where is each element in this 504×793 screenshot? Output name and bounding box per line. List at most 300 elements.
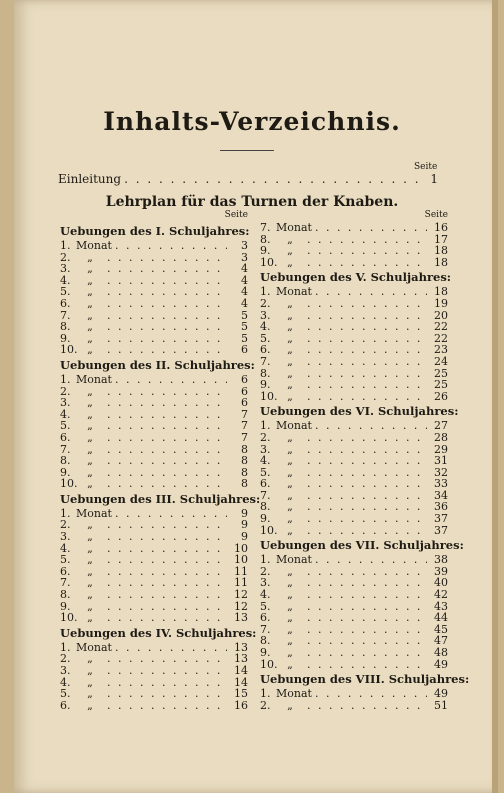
- entry-number: 4.: [260, 588, 271, 602]
- entry-page: 44: [434, 611, 448, 625]
- toc-entry: [60, 374, 248, 386]
- leader-dots: [307, 234, 427, 246]
- entry-number: 6.: [60, 698, 71, 712]
- entry-month: „: [87, 477, 93, 491]
- entry-page: 14: [234, 675, 248, 689]
- toc-entry: [260, 432, 448, 444]
- entry-number: 5.: [60, 687, 71, 701]
- leader-dots: [107, 589, 227, 601]
- entry-month: „: [287, 454, 293, 468]
- leader-dots: [307, 490, 427, 502]
- entry-month: „: [87, 611, 93, 625]
- leader-dots: [107, 432, 227, 444]
- entry-page: 4: [241, 262, 248, 276]
- right-seite-header: Seite: [424, 210, 448, 220]
- section-heading: Uebungen des I. Schuljahres:: [60, 224, 250, 238]
- leader-dots: [107, 467, 227, 479]
- entry-number: 7.: [260, 622, 271, 636]
- entry-page: 9: [241, 506, 248, 520]
- entry-number: 9.: [260, 646, 271, 659]
- entry-page: 48: [434, 646, 448, 659]
- entry-page: 32: [434, 465, 448, 479]
- entry-month: „: [87, 652, 93, 666]
- entry-page: 37: [434, 523, 448, 537]
- entry-page: 25: [434, 378, 448, 392]
- entry-month: „: [287, 366, 293, 380]
- section-heading: Uebungen des VI. Schuljahres:: [260, 404, 459, 419]
- entry-page: 34: [434, 488, 448, 502]
- entry-page: 16: [234, 698, 248, 712]
- leader-dots: [107, 397, 227, 409]
- toc-entry: [260, 647, 448, 659]
- entry-page: 28: [434, 430, 448, 444]
- entry-month: „: [287, 646, 293, 659]
- leader-dots: [307, 321, 427, 333]
- toc-entry: [260, 525, 448, 537]
- entry-number: 2.: [60, 250, 71, 264]
- toc-entry: [260, 321, 448, 333]
- entry-month: „: [287, 244, 293, 258]
- leader-dots: [307, 257, 427, 269]
- entry-month: „: [287, 634, 293, 648]
- entry-number: 5.: [60, 285, 71, 299]
- toc-entry: [60, 700, 248, 712]
- entry-page: 6: [241, 396, 248, 410]
- entry-number: 5.: [260, 331, 271, 345]
- entry-page: 10: [234, 541, 248, 555]
- entry-page: 22: [434, 320, 448, 334]
- entry-month: „: [287, 488, 293, 502]
- toc-entry: [60, 298, 248, 310]
- entry-page: 20: [434, 308, 448, 322]
- toc-entry: [260, 513, 448, 525]
- leader-dots: [315, 222, 427, 234]
- entry-page: 45: [434, 622, 448, 636]
- entry-month: „: [287, 523, 293, 537]
- entry-page: 6: [241, 343, 248, 357]
- entry-page: 26: [434, 389, 448, 403]
- toc-entry: [260, 222, 448, 234]
- leader-dots: [307, 310, 427, 322]
- entry-page: 5: [241, 331, 248, 345]
- leader-dots: [107, 263, 227, 275]
- entry-month: „: [87, 442, 93, 456]
- toc-entry: [260, 356, 448, 368]
- toc-entry: [60, 321, 248, 333]
- entry-number: 5.: [60, 553, 71, 567]
- leader-dots: [107, 688, 227, 700]
- entry-month: „: [287, 442, 293, 456]
- entry-page: 42: [434, 588, 448, 602]
- entry-page: 15: [234, 687, 248, 701]
- toc-entry: [60, 432, 248, 444]
- section-heading: Uebungen des VII. Schuljahres:: [260, 538, 464, 553]
- entry-number: 1.: [260, 419, 271, 433]
- entry-page: 9: [241, 530, 248, 544]
- entry-number: 9.: [260, 378, 271, 392]
- leader-dots: [107, 612, 227, 624]
- entry-page: 51: [434, 698, 448, 712]
- entry-month: „: [87, 465, 93, 479]
- entry-month: „: [87, 407, 93, 421]
- entry-number: 4.: [260, 454, 271, 468]
- leader-dots: [307, 501, 427, 513]
- entry-number: 2.: [260, 430, 271, 444]
- leader-dots: [124, 172, 427, 186]
- entry-number: 2.: [60, 384, 71, 398]
- entry-number: 8.: [60, 320, 71, 334]
- entry-month: „: [87, 331, 93, 345]
- toc-entry: [60, 612, 248, 624]
- leader-dots: [315, 688, 427, 700]
- entry-number: 2.: [60, 518, 71, 532]
- section-heading: Uebungen des VIII. Schuljahres:: [260, 672, 470, 687]
- leader-dots: [307, 368, 427, 380]
- leader-dots: [107, 275, 227, 287]
- entry-number: 10.: [60, 611, 78, 625]
- entry-month: „: [87, 675, 93, 689]
- entry-number: 10.: [60, 477, 78, 491]
- leader-dots: [107, 286, 227, 298]
- leader-dots: [307, 467, 427, 479]
- entry-page: 8: [241, 454, 248, 468]
- entry-page: 4: [241, 296, 248, 310]
- entry-month: „: [287, 255, 293, 269]
- entry-month: „: [87, 296, 93, 310]
- leader-dots: [307, 432, 427, 444]
- leader-dots: [115, 508, 227, 520]
- entry-page: 14: [234, 664, 248, 677]
- toc-entry: [60, 344, 248, 356]
- leader-dots: [107, 700, 227, 712]
- leader-dots: [307, 577, 427, 589]
- entry-page: 12: [234, 599, 248, 613]
- entry-month: „: [287, 512, 293, 526]
- entry-month: „: [87, 320, 93, 334]
- entry-page: 7: [241, 419, 248, 433]
- entry-month: „: [87, 343, 93, 357]
- section-heading: Uebungen des IV. Schuljahres:: [60, 625, 257, 640]
- entry-month: Monat: [76, 506, 112, 520]
- entry-number: 8.: [60, 588, 71, 602]
- entry-month: „: [287, 296, 293, 310]
- entry-page: 19: [434, 296, 448, 310]
- entry-number: 7.: [260, 488, 271, 502]
- entry-month: „: [287, 320, 293, 334]
- toc-entry: [260, 391, 448, 403]
- entry-page: 7: [241, 407, 248, 421]
- toc-entry: [60, 531, 248, 543]
- entry-page: 18: [434, 255, 448, 269]
- entry-number: 7.: [60, 576, 71, 590]
- entry-month: Monat: [276, 419, 312, 433]
- entry-page: 16: [434, 221, 448, 234]
- entry-page: 22: [434, 331, 448, 345]
- leader-dots: [307, 478, 427, 490]
- entry-number: 8.: [260, 634, 271, 648]
- leader-dots: [307, 525, 427, 537]
- entry-month: „: [87, 273, 93, 287]
- entry-number: 2.: [260, 296, 271, 310]
- entry-page: 18: [434, 244, 448, 258]
- leader-dots: [107, 298, 227, 310]
- leader-dots: [107, 566, 227, 578]
- entry-number: 8.: [260, 366, 271, 380]
- leader-dots: [107, 252, 227, 264]
- entry-month: „: [287, 698, 293, 712]
- leader-dots: [107, 420, 227, 432]
- leader-dots: [107, 310, 227, 322]
- entry-page: 8: [241, 442, 248, 456]
- entry-number: 3.: [60, 530, 71, 544]
- title-rule: [220, 150, 274, 151]
- leader-dots: [307, 659, 427, 671]
- entry-page: 23: [434, 343, 448, 357]
- entry-number: 10.: [260, 657, 278, 671]
- entry-page: 13: [234, 652, 248, 666]
- leader-dots: [307, 391, 427, 403]
- entry-page: 18: [434, 285, 448, 299]
- entry-month: „: [87, 430, 93, 444]
- entry-number: 7.: [60, 308, 71, 322]
- entry-number: 3.: [60, 396, 71, 410]
- entry-month: „: [87, 599, 93, 613]
- entry-number: 6.: [60, 564, 71, 578]
- leader-dots: [315, 554, 427, 566]
- entry-page: 13: [234, 640, 248, 654]
- entry-page: 36: [434, 500, 448, 514]
- leader-dots: [115, 642, 227, 654]
- leader-dots: [107, 321, 227, 333]
- entry-number: 4.: [60, 407, 71, 421]
- entry-month: „: [87, 564, 93, 578]
- intro-label: Einleitung: [58, 172, 122, 186]
- entry-page: 12: [234, 588, 248, 602]
- section-heading: Uebungen des V. Schuljahres:: [260, 270, 452, 285]
- entry-month: „: [87, 454, 93, 468]
- entry-number: 9.: [260, 512, 271, 526]
- entry-number: 4.: [260, 320, 271, 334]
- leader-dots: [107, 409, 227, 421]
- leader-dots: [307, 700, 427, 712]
- left-column: [60, 210, 261, 712]
- leader-dots: [107, 665, 227, 677]
- leader-dots: [307, 344, 427, 356]
- entry-month: „: [287, 465, 293, 479]
- entry-month: „: [87, 530, 93, 544]
- entry-number: 10.: [260, 389, 278, 403]
- entry-number: 7.: [260, 221, 271, 234]
- leader-dots: [107, 554, 227, 566]
- entry-page: 7: [241, 430, 248, 444]
- intro-page: 1: [430, 172, 438, 186]
- page-title: Inhalts-Verzeichnis.: [103, 107, 401, 136]
- entry-number: 1.: [260, 285, 271, 299]
- entry-number: 4.: [60, 541, 71, 555]
- entry-month: „: [287, 331, 293, 345]
- intro-row: [58, 172, 438, 186]
- leader-dots: [307, 635, 427, 647]
- toc-entry: [260, 659, 448, 671]
- leader-dots: [307, 379, 427, 391]
- entry-page: 3: [241, 250, 248, 264]
- entry-number: 6.: [260, 611, 271, 625]
- section-subtitle: Lehrplan für das Turnen der Knaben.: [105, 194, 399, 210]
- entry-page: 38: [434, 553, 448, 567]
- entry-month: „: [87, 308, 93, 322]
- entry-number: 9.: [60, 599, 71, 613]
- entry-page: 5: [241, 308, 248, 322]
- entry-month: Monat: [276, 553, 312, 567]
- entry-month: „: [287, 232, 293, 246]
- leader-dots: [307, 333, 427, 345]
- leader-dots: [107, 531, 227, 543]
- entry-number: 5.: [60, 419, 71, 433]
- entry-month: „: [87, 588, 93, 602]
- leader-dots: [115, 374, 227, 386]
- toc-entry: [260, 700, 448, 712]
- entry-number: 6.: [260, 477, 271, 491]
- entry-number: 3.: [260, 308, 271, 322]
- section-heading: Uebungen des II. Schuljahres:: [60, 357, 255, 372]
- leader-dots: [107, 386, 227, 398]
- entry-page: 31: [434, 454, 448, 468]
- leader-dots: [107, 601, 227, 613]
- entry-month: Monat: [76, 372, 112, 386]
- leader-dots: [107, 333, 227, 345]
- entry-page: 27: [434, 419, 448, 433]
- entry-page: 39: [434, 564, 448, 578]
- entry-page: 49: [434, 657, 448, 671]
- entry-page: 6: [241, 372, 248, 386]
- leader-dots: [107, 478, 227, 490]
- entry-page: 6: [241, 384, 248, 398]
- entry-number: 2.: [260, 698, 271, 712]
- leader-dots: [107, 653, 227, 665]
- entry-month: „: [287, 611, 293, 625]
- entry-number: 10.: [260, 255, 278, 269]
- entry-page: 10: [234, 553, 248, 567]
- entry-number: 1.: [60, 506, 71, 520]
- entry-month: „: [87, 576, 93, 590]
- entry-number: 5.: [260, 465, 271, 479]
- entry-month: „: [287, 343, 293, 357]
- entry-month: „: [287, 657, 293, 671]
- entry-page: 8: [241, 465, 248, 479]
- toc-entry: [60, 397, 248, 409]
- entry-number: 3.: [60, 262, 71, 276]
- entry-number: 6.: [60, 430, 71, 444]
- entry-month: „: [87, 250, 93, 264]
- entry-page: 13: [234, 611, 248, 625]
- entry-page: 4: [241, 273, 248, 287]
- entry-month: „: [287, 564, 293, 578]
- entry-page: 17: [434, 232, 448, 246]
- entry-month: Monat: [276, 285, 312, 299]
- entry-page: 3: [241, 239, 248, 252]
- leader-dots: [307, 601, 427, 613]
- entry-month: „: [87, 518, 93, 532]
- entry-page: 11: [234, 564, 248, 578]
- leader-dots: [307, 624, 427, 636]
- leader-dots: [107, 519, 227, 531]
- entry-month: „: [87, 384, 93, 398]
- entry-month: Monat: [276, 221, 312, 234]
- intro-seite-header: Seite: [414, 162, 438, 172]
- entry-number: 3.: [60, 664, 71, 677]
- entry-month: „: [287, 599, 293, 613]
- leader-dots: [115, 240, 227, 252]
- toc-entry: [60, 455, 248, 467]
- toc-entry: [260, 589, 448, 601]
- entry-month: „: [87, 262, 93, 276]
- entry-month: „: [287, 500, 293, 514]
- entry-month: „: [287, 477, 293, 491]
- entry-number: 1.: [60, 239, 71, 252]
- entry-page: 8: [241, 477, 248, 491]
- entry-page: 5: [241, 320, 248, 334]
- entry-month: „: [287, 308, 293, 322]
- entry-number: 4.: [60, 675, 71, 689]
- entry-month: „: [87, 419, 93, 433]
- toc-entry: [260, 379, 448, 391]
- entry-month: Monat: [276, 687, 312, 701]
- toc-entry: [60, 240, 248, 252]
- entry-number: 7.: [260, 354, 271, 368]
- toc-entry: [260, 298, 448, 310]
- entry-month: „: [287, 622, 293, 636]
- entry-number: 8.: [60, 454, 71, 468]
- entry-number: 8.: [260, 500, 271, 514]
- leader-dots: [307, 356, 427, 368]
- toc-entry: [60, 665, 248, 677]
- entry-month: „: [87, 664, 93, 677]
- entry-month: „: [87, 285, 93, 299]
- entry-number: 10.: [260, 523, 278, 537]
- entry-number: 4.: [60, 273, 71, 287]
- entry-number: 7.: [60, 442, 71, 456]
- entry-month: Monat: [76, 640, 112, 654]
- entry-number: 1.: [60, 640, 71, 654]
- leader-dots: [307, 245, 427, 257]
- entry-number: 6.: [260, 343, 271, 357]
- leader-dots: [307, 566, 427, 578]
- entry-page: 47: [434, 634, 448, 648]
- entry-month: Monat: [76, 239, 112, 252]
- leader-dots: [307, 513, 427, 525]
- entry-month: „: [287, 378, 293, 392]
- entry-number: 1.: [260, 687, 271, 701]
- entry-page: 43: [434, 599, 448, 613]
- entry-page: 11: [234, 576, 248, 590]
- entry-month: „: [287, 389, 293, 403]
- entry-month: „: [87, 553, 93, 567]
- entry-page: 4: [241, 285, 248, 299]
- toc-entry: [60, 589, 248, 601]
- entry-page: 29: [434, 442, 448, 456]
- left-seite-header: Seite: [224, 210, 248, 220]
- entry-number: 3.: [260, 442, 271, 456]
- leader-dots: [307, 612, 427, 624]
- toc-entry: [60, 478, 248, 490]
- entry-page: 24: [434, 354, 448, 368]
- entry-page: 37: [434, 512, 448, 526]
- leader-dots: [307, 444, 427, 456]
- entry-month: „: [287, 430, 293, 444]
- leader-dots: [107, 444, 227, 456]
- entry-month: „: [87, 396, 93, 410]
- entry-month: „: [287, 576, 293, 590]
